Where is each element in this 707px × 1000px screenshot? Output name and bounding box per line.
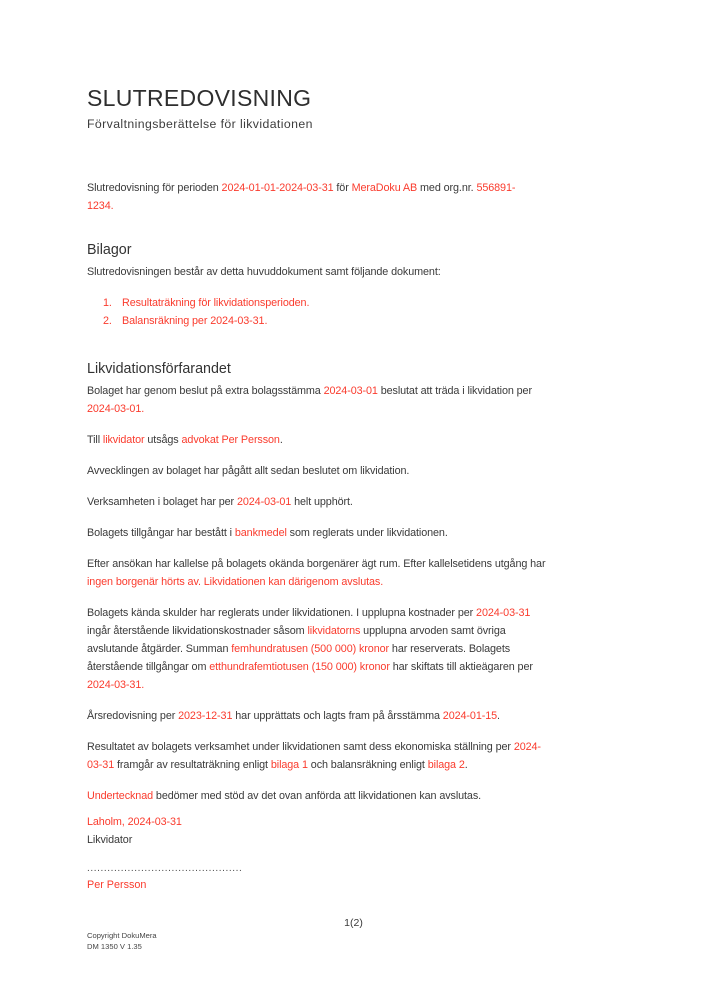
text-segment: har reserverats. Bolagets (389, 643, 511, 655)
text-segment: framgår av resultaträkning enligt (114, 759, 271, 771)
text-segment: Till (87, 434, 103, 446)
footer-doc-id: DM 1350 V 1.35 (87, 942, 142, 951)
text-segment: 556891- (476, 182, 516, 194)
text-segment: Årsredovisning per (87, 710, 179, 722)
text-segment: bilaga 1 (270, 759, 308, 771)
list-item-label: Balansräkning per 2024-03-31. (122, 315, 268, 327)
paragraph (87, 382, 642, 418)
text-segment: helt upphört. (291, 496, 353, 508)
text-segment: återstående tillgångar om (87, 661, 210, 673)
text-segment: och balansräkning enligt (307, 759, 428, 771)
text-segment: 2024-03-31. (87, 679, 145, 691)
text-segment: 03-31 (87, 759, 115, 771)
paragraph (87, 738, 642, 774)
text-segment: 2024-03-01 (323, 385, 378, 397)
text-segment: 2024-03-01. (87, 403, 145, 415)
intro-paragraph (87, 179, 642, 215)
paragraph (87, 462, 642, 480)
text-segment: 2024-01-15 (442, 710, 498, 722)
text-segment: ingen borgenär hörts av. Likvidationen kan därigenom avslutas. (87, 576, 384, 588)
text-segment: för (333, 182, 352, 194)
text-segment: Avvecklingen av bolaget har pågått allt sedan beslutet om likvidation. (87, 465, 410, 477)
list-item (87, 294, 642, 312)
text-segment: 1234. (87, 200, 114, 212)
paragraph (87, 787, 642, 805)
text-segment: bedömer med stöd av det ovan anförda att likvidationen kan avslutas. (153, 790, 482, 802)
text-segment: har upprättats och lagts fram på årsstämma (232, 710, 443, 722)
text-segment: advokat Per Persson (181, 434, 280, 446)
paragraph (87, 555, 642, 591)
text-segment: femhundratusen (500 000) kronor (231, 643, 390, 655)
text-segment: . (497, 710, 500, 722)
text-segment: Slutredovisning för perioden (87, 182, 222, 194)
page-title: SLUTREDOVISNING (87, 85, 312, 111)
text-segment: som reglerats under likvidationen. (286, 527, 448, 539)
attachments-list (87, 294, 642, 330)
text-segment: Undertecknad (87, 790, 154, 802)
text-segment: MeraDoku AB (351, 182, 418, 194)
text-segment: Bolagets tillgångar har bestått i (87, 527, 235, 539)
text-segment: med org.nr. (417, 182, 477, 194)
page-subtitle: Förvaltningsberättelse för likvidationen (87, 117, 313, 131)
signature-role: Likvidator (87, 834, 133, 846)
signature-place-date: Laholm, 2024-03-31 (87, 816, 182, 828)
section-heading-bilagor: Bilagor (87, 242, 132, 258)
text-segment: . (279, 434, 283, 446)
signature-dotted-line: .............................................. (87, 863, 243, 874)
text-segment: . (464, 759, 468, 771)
text-segment: likvidator (102, 434, 145, 446)
list-item (87, 312, 642, 330)
text-segment: upplupna arvoden samt övriga (360, 625, 506, 637)
text-segment: Bolagets kända skulder har reglerats under likvidationen. I upplupna kostnader per (87, 607, 477, 619)
text-segment: etthundrafemtiotusen (150 000) kronor (209, 661, 390, 673)
footer-copyright-line: Copyright DokuMera (87, 931, 157, 940)
paragraph (87, 604, 642, 694)
list-item-number: 2. (103, 315, 112, 327)
section-heading-likvidationsforfarandet: Likvidationsförfarandet (87, 361, 231, 377)
signature-block (87, 813, 642, 849)
text-segment: beslutat att träda i likvidation per (377, 385, 532, 397)
text-segment: 2024-01-01-2024-03-31 (221, 182, 334, 194)
bilagor-lead-paragraph: Slutredovisningen består av detta huvuddokument samt följande dokument: (87, 266, 441, 278)
list-item-label: Resultaträkning för likvidationsperioden. (122, 297, 310, 309)
text-segment: utsågs (144, 434, 182, 446)
text-segment: avslutande åtgärder. Summan (87, 643, 232, 655)
list-item-number: 1. (103, 297, 112, 309)
signature-name: Per Persson (87, 879, 147, 891)
text-segment: bilaga 2 (427, 759, 465, 771)
footer-copyright (87, 930, 157, 952)
text-segment: Bolaget har genom beslut på extra bolagsstämma (87, 385, 324, 397)
text-segment: Verksamheten i bolaget har per (87, 496, 237, 508)
paragraph (87, 493, 642, 511)
text-segment: likvidatorns (307, 625, 361, 637)
paragraph (87, 524, 642, 542)
page-number: 1(2) (344, 917, 363, 929)
text-segment: 2024-03-31 (476, 607, 531, 619)
text-segment: 2024- (513, 741, 541, 753)
text-segment: bankmedel (234, 527, 287, 539)
text-segment: ingår återstående likvidationskostnader såsom (87, 625, 308, 637)
text-segment: Resultatet av bolagets verksamhet under likvidationen samt dess ekonomiska ställning per (87, 741, 514, 753)
document-content (87, 0, 642, 894)
paragraph (87, 707, 642, 725)
text-segment: 2024-03-01 (236, 496, 292, 508)
text-segment: Efter ansökan har kallelse på bolagets okända borgenärer ägt rum. Efter kallelsetidens utgång har (87, 558, 546, 570)
text-segment: har skiftats till aktieägaren per (389, 661, 533, 673)
paragraph (87, 431, 642, 449)
text-segment: 2023-12-31 (178, 710, 233, 722)
